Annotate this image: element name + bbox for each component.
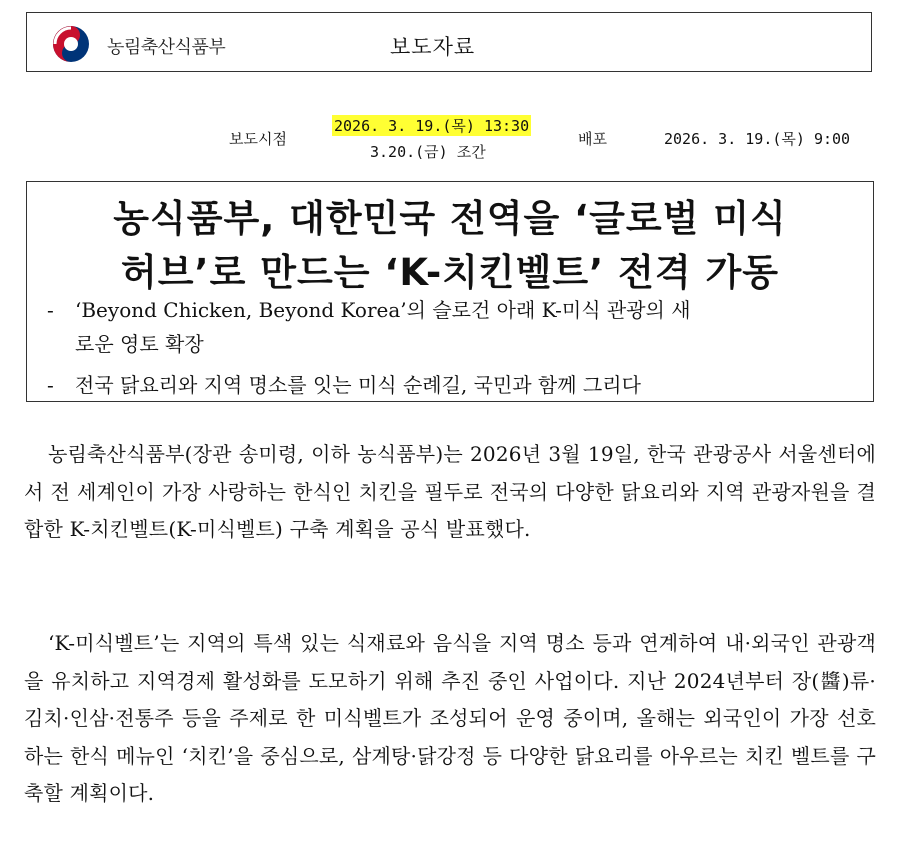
body-paragraph-2: ‘K-미식벨트’는 지역의 특색 있는 식재료와 음식을 지역 명소 등과 연계하여 내·외국인 관광객을 유치하고 지역경제 활성화를 도모하기 위해 추진 중인 사업이다. 지난 2024년부터 장(醬)류·김치·인삼·전통주 등을 주제로 한 미식벨트가 조성되어 운영 중이며, 올해는 외국인이 가장 선호하는 한식 메뉴인 ‘치킨’을 중심으로, 삼계탕·닭강정 등 다양한 닭요리를 아우르는 치킨 벨트를 구축할 계획이다. [24,631,876,805]
subheading-2-text: 전국 닭요리와 지역 명소를 잇는 미식 순례길, 국민과 함께 그리다 [75,373,641,397]
headline-line-2: 허브’로 만드는 ‘K-치킨벨트’ 전격 가동 [121,251,779,294]
subheading-1 [47,293,691,361]
bullet-dash: - [47,298,54,322]
embargo-time: 2026. 3. 19.(목) 13:30 [334,117,530,135]
document-type: 보도자료 [390,35,476,59]
subheading-1-line-2: 로운 영토 확장 [75,332,204,356]
release-time: 2026. 3. 19.(목) 9:00 [664,130,851,148]
ministry-name: 농림축산식품부 [107,37,226,58]
embargo-label: 보도시점 [229,130,287,148]
body-paragraph-1: 농림축산식품부(장관 송미령, 이하 농식품부)는 2026년 3월 19일, 한국 관광공사 서울센터에서 전 세계인이 가장 사랑하는 한식인 치킨을 필두로 전국의 다양한 닭요리와 지역 관광자원을 결합한 K-치킨벨트(K-미식벨트) 구축 계획을 공식 발표했다. [24,442,876,541]
release-label: 배포 [578,130,607,148]
headline-line-1: 농식품부, 대한민국 전역을 ‘글로벌 미식 [113,197,787,240]
title-box [26,181,874,402]
release-meta [0,115,900,165]
subheading-2 [47,368,641,402]
bullet-dash: - [47,373,54,397]
taegeuk-logo-icon [51,24,91,64]
header-box [26,12,872,72]
subheading-1-line-1: ‘Beyond Chicken, Beyond Korea’의 슬로건 아래 K-미식 관광의 새 [75,298,691,322]
embargo-sub: 3.20.(금) 조간 [370,143,486,161]
